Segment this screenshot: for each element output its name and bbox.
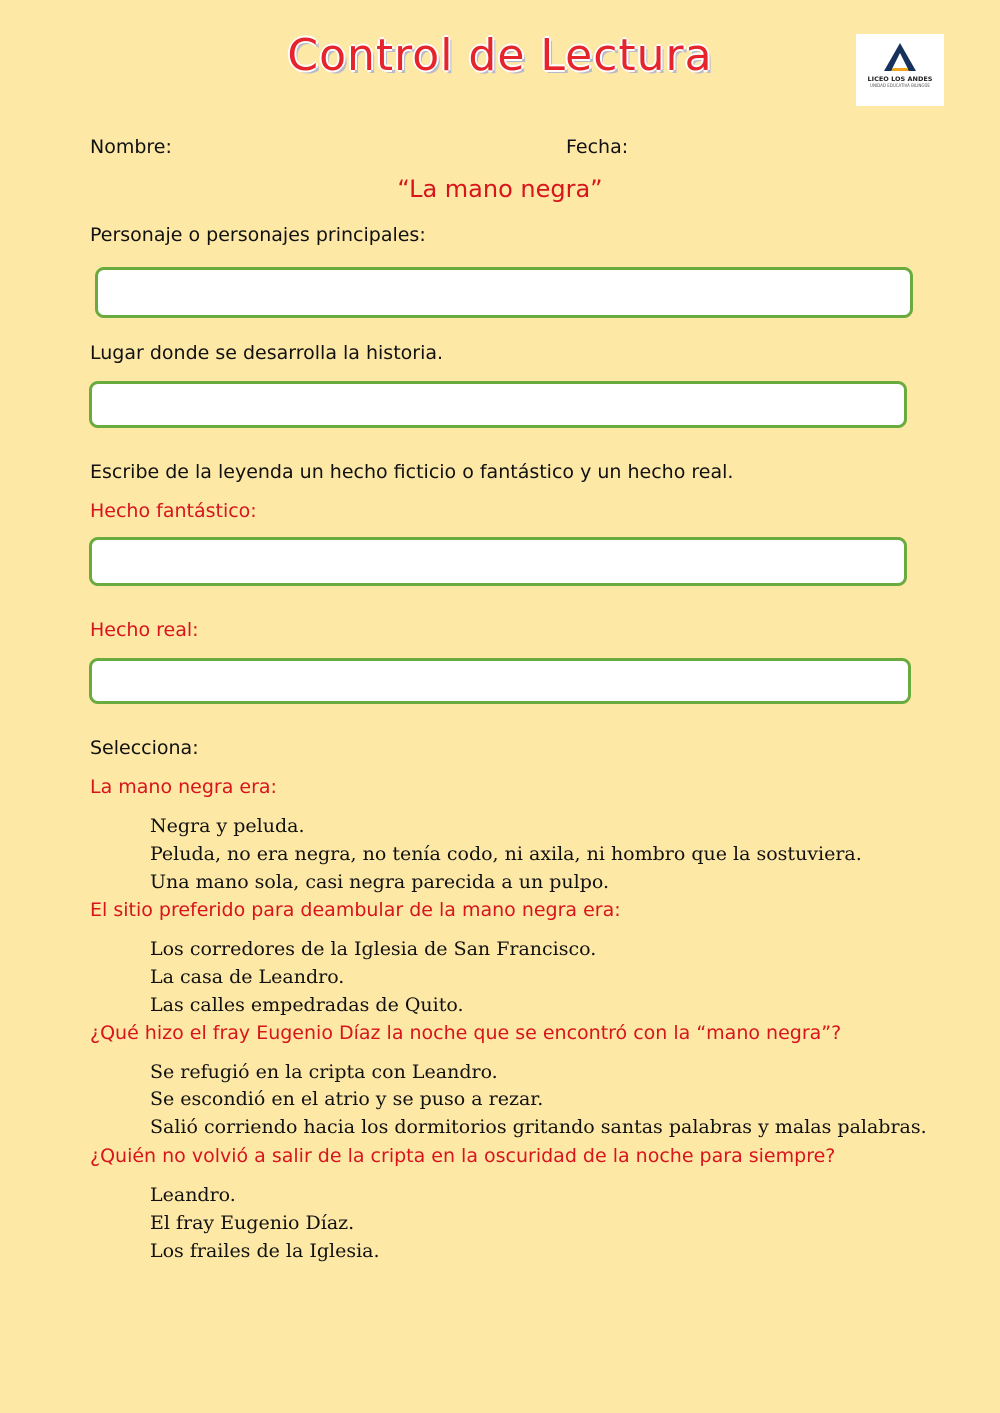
q1-option-3[interactable]: Una mano sola, casi negra parecida a un pulpo. (150, 871, 610, 893)
q2-option-1[interactable]: Los corredores de la Iglesia de San Francisco. (150, 938, 597, 960)
logo-school-name: LICEO LOS ANDES (867, 75, 933, 83)
characters-answer-field[interactable] (95, 267, 913, 318)
place-question: Lugar donde se desarrolla la historia. (90, 342, 444, 364)
q1-option-1[interactable]: Negra y peluda. (150, 815, 305, 837)
q1-option-2[interactable]: Peluda, no era negra, no tenía codo, ni axila, ni hombro que la sostuviera. (150, 843, 862, 865)
question-3: ¿Qué hizo el fray Eugenio Díaz la noche que se encontró con la “mano negra”? (90, 1022, 842, 1044)
characters-question: Personaje o personajes principales: (90, 224, 426, 246)
fantastic-fact-label: Hecho fantástico: (90, 500, 257, 522)
facts-question: Escribe de la leyenda un hecho ficticio o fantástico y un hecho real. (90, 461, 734, 483)
q2-option-3[interactable]: Las calles empedradas de Quito. (150, 994, 464, 1016)
mountain-logo-icon (883, 42, 917, 72)
name-label: Nombre: (90, 136, 172, 158)
place-answer-field[interactable] (89, 381, 907, 428)
school-logo (856, 34, 944, 106)
question-1: La mano negra era: (90, 776, 277, 798)
real-fact-label: Hecho real: (90, 619, 199, 641)
q4-option-2[interactable]: El fray Eugenio Díaz. (150, 1212, 355, 1234)
question-4: ¿Quién no volvió a salir de la cripta en la oscuridad de la noche para siempre? (90, 1145, 836, 1167)
date-label: Fecha: (566, 136, 629, 158)
story-title: “La mano negra” (397, 175, 603, 203)
q3-option-3[interactable]: Salió corriendo hacia los dormitorios gritando santas palabras y malas palabras. (150, 1116, 927, 1138)
fantastic-fact-field[interactable] (89, 537, 907, 586)
real-fact-field[interactable] (89, 658, 911, 704)
logo-subtitle: UNIDAD EDUCATIVA BILINGÜE (870, 83, 930, 88)
q4-option-1[interactable]: Leandro. (150, 1184, 236, 1206)
question-2: El sitio preferido para deambular de la mano negra era: (90, 899, 621, 921)
q3-option-2[interactable]: Se escondió en el atrio y se puso a rezar. (150, 1088, 544, 1110)
q3-option-1[interactable]: Se refugió en la cripta con Leandro. (150, 1061, 498, 1083)
select-label: Selecciona: (90, 737, 199, 759)
q2-option-2[interactable]: La casa de Leandro. (150, 966, 345, 988)
q4-option-3[interactable]: Los frailes de la Iglesia. (150, 1240, 380, 1262)
page-title: Control de Lectura (287, 30, 713, 81)
